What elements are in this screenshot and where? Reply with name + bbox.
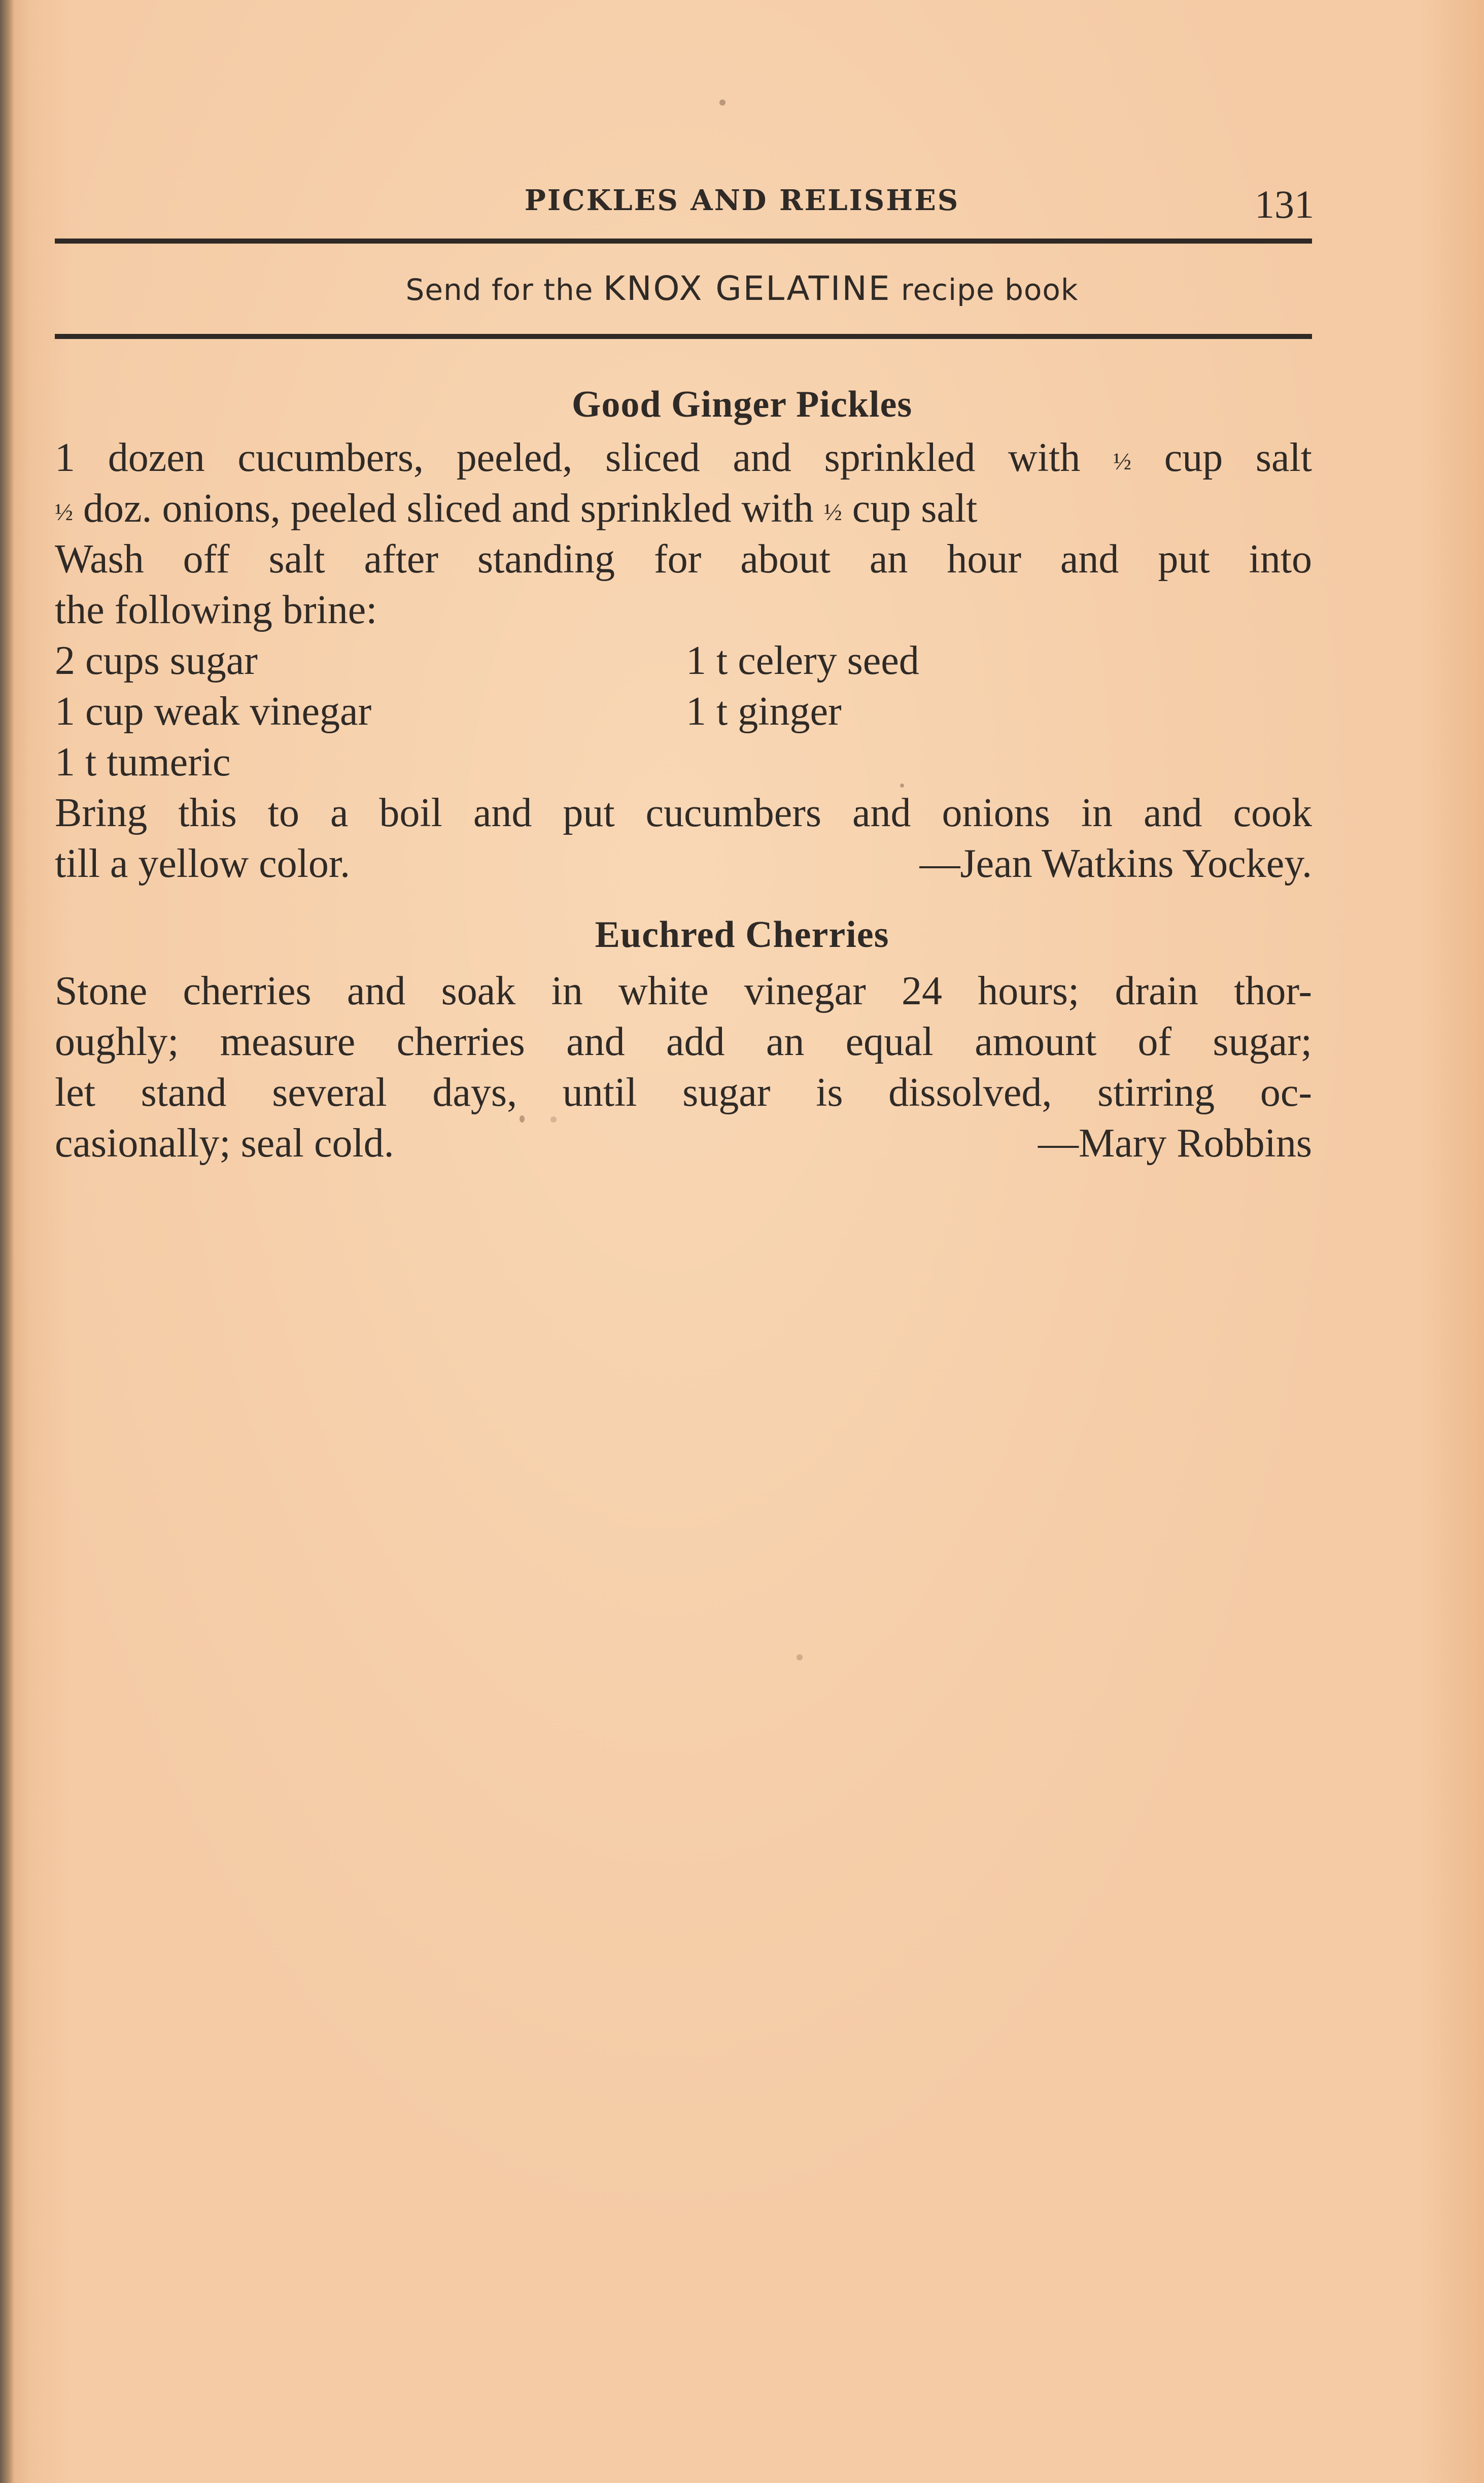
recipe-line: oughly; measure cherries and add an equal amount of sugar; bbox=[55, 1019, 1312, 1064]
fraction-half: ½ bbox=[55, 498, 73, 526]
fraction-half: ½ bbox=[823, 498, 842, 526]
book-spine-shadow bbox=[0, 0, 14, 2483]
ingredient-left: 2 cups sugar bbox=[55, 638, 258, 683]
ingredient-left: 1 cup weak vinegar bbox=[55, 689, 372, 734]
recipe-credit: —Jean Watkins Yockey. bbox=[919, 841, 1312, 886]
ingredient-right: 1 t celery seed bbox=[686, 638, 919, 683]
promo-brand: KNOX GELATINE bbox=[603, 269, 891, 308]
page-number: 131 bbox=[1255, 182, 1314, 226]
recipe-line: the following brine: bbox=[55, 588, 377, 632]
recipe-line: Stone cherries and soak in white vinegar 24 hours; drain thor- bbox=[55, 969, 1312, 1013]
section-title: PICKLES AND RELISHES bbox=[524, 184, 960, 217]
promo-prefix: Send for the bbox=[405, 273, 594, 307]
recipe-line: let stand several days, until sugar is dissolved, stirring oc- bbox=[55, 1070, 1312, 1115]
paper-speck bbox=[719, 99, 726, 106]
fraction-half: ½ bbox=[1113, 448, 1131, 475]
recipe-line: Bring this to a boil and put cucumbers and onions in and cook bbox=[55, 791, 1312, 835]
recipe-line: 1 dozen cucumbers, peeled, sliced and sprinkled with ½ cup salt bbox=[55, 435, 1312, 480]
recipe-credit: —Mary Robbins bbox=[1038, 1121, 1312, 1166]
header-rule-top bbox=[55, 239, 1312, 244]
ingredient-left: 1 t tumeric bbox=[55, 740, 231, 785]
recipe-title: Good Ginger Pickles bbox=[571, 384, 913, 425]
paper-speck bbox=[797, 1654, 803, 1660]
recipe-line: till a yellow color. bbox=[55, 841, 351, 886]
recipe-line: Wash off salt after standing for about an hour and put into bbox=[55, 537, 1312, 582]
recipe-line: casionally; seal cold. bbox=[55, 1121, 394, 1166]
promo-suffix: recipe book bbox=[901, 273, 1079, 307]
header-rule-bottom bbox=[55, 334, 1312, 339]
recipe-title: Euchred Cherries bbox=[595, 914, 889, 956]
ingredient-right: 1 t ginger bbox=[686, 689, 842, 734]
promo-banner bbox=[0, 269, 1484, 308]
recipe-line: ½ doz. onions, peeled sliced and sprinkled with ½ cup salt bbox=[55, 486, 978, 531]
